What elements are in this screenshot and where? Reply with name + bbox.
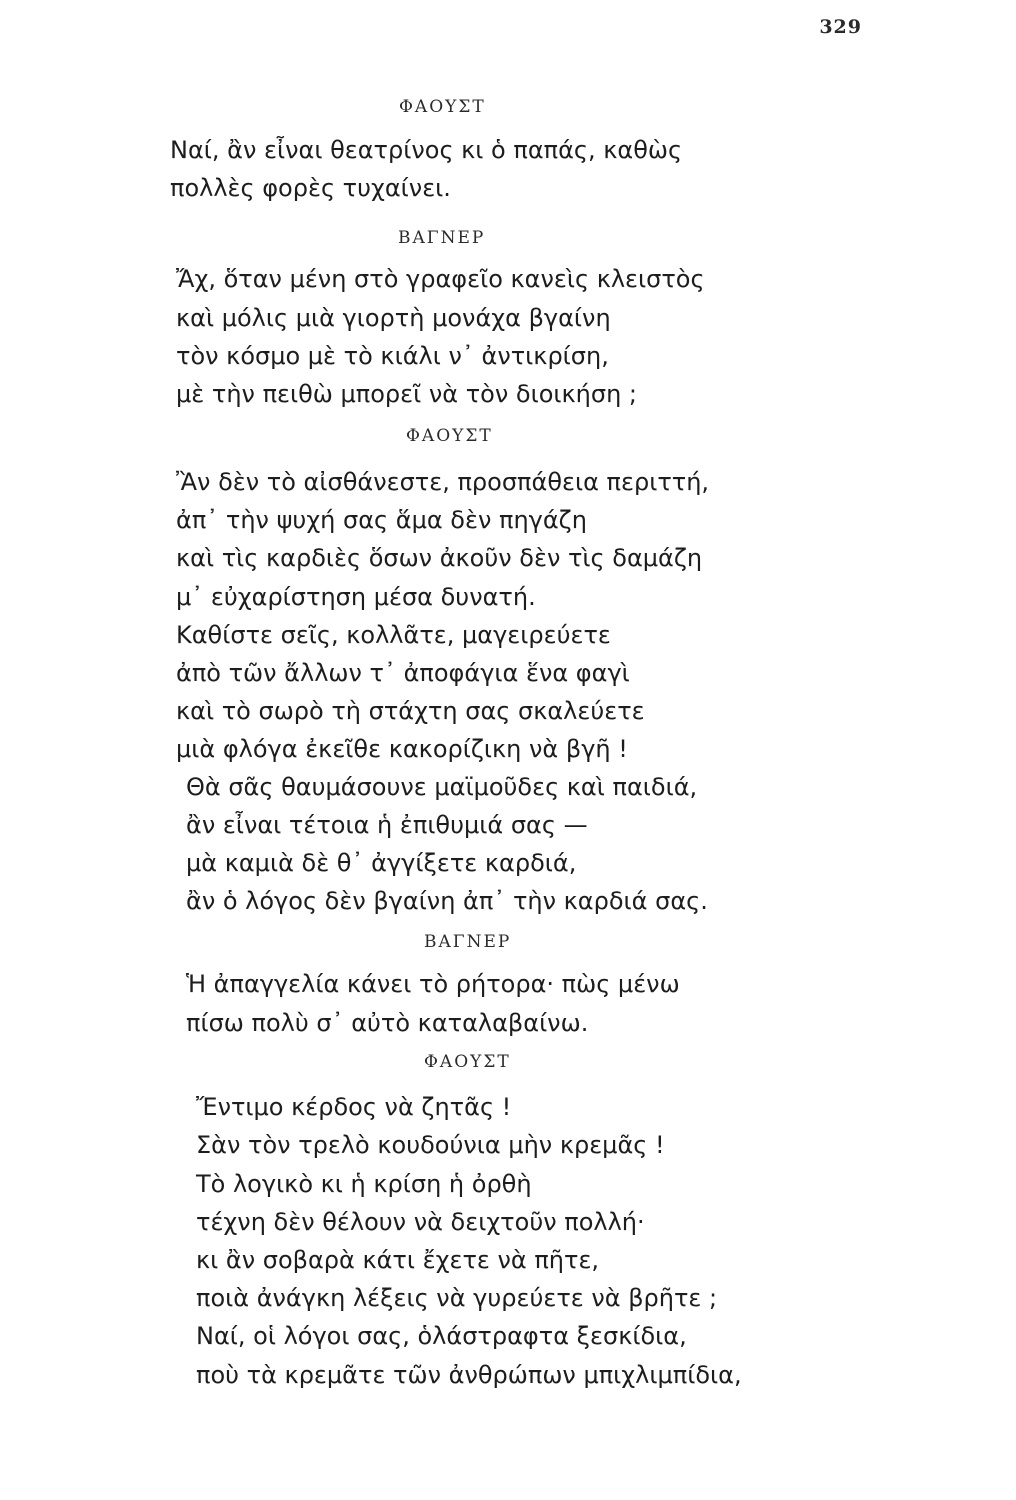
verse-line: Ἂν δὲν τὸ αἰσθάνεστε, προσπάθεια περιττή, [176, 468, 710, 496]
verse-line: Καθίστε σεῖς, κολλᾶτε, μαγειρεύετε [176, 621, 611, 649]
verse-line: καὶ τὶς καρδιὲς ὅσων ἀκοῦν δὲν τὶς δαμάζη [176, 544, 703, 572]
speaker-heading: ΒΑΓΝΕΡ [398, 228, 486, 248]
verse-line: Ναί, οἱ λόγοι σας, ὁλάστραφτα ξεσκίδια, [196, 1322, 687, 1350]
speaker-heading: ΦΑΟΥΣΤ [406, 426, 493, 446]
verse-line: μὲ τὴν πειθὼ μπορεῖ νὰ τὸν διοικήση ; [176, 380, 638, 408]
page-number: 329 [819, 16, 862, 38]
verse-line: Θὰ σᾶς θαυμάσουνε μαϊμοῦδες καὶ παιδιά, [186, 773, 698, 801]
verse-line: ἂν εἶναι τέτοια ἡ ἐπιθυμιά σας — [186, 811, 588, 839]
verse-line: πολλὲς φορὲς τυχαίνει. [170, 174, 451, 202]
verse-line: μ᾿ εὐχαρίστηση μέσα δυνατή. [176, 583, 536, 611]
verse-line: μιὰ φλόγα ἐκεῖθε κακορίζικη νὰ βγῆ ! [176, 735, 628, 763]
verse-line: καὶ τὸ σωρὸ τὴ στάχτη σας σκαλεύετε [176, 697, 645, 725]
verse-line: Ἡ ἀπαγγελία κάνει τὸ ρήτορα· πὼς μένω [186, 970, 680, 998]
verse-line: μὰ καμιὰ δὲ θ᾿ ἀγγίξετε καρδιά, [186, 849, 577, 877]
verse-line: ἂν ὁ λόγος δὲν βγαίνη ἀπ᾿ τὴν καρδιά σας. [186, 887, 708, 915]
verse-line: καὶ μόλις μιὰ γιορτὴ μονάχα βγαίνη [176, 304, 611, 332]
speaker-heading: ΦΑΟΥΣΤ [399, 97, 486, 117]
verse-line: τὸν κόσμο μὲ τὸ κιάλι ν᾿ ἀντικρίση, [176, 342, 609, 370]
verse-line: Ἄχ, ὅταν μένη στὸ γραφεῖο κανεὶς κλειστὸς [176, 265, 705, 293]
verse-line: πίσω πολὺ σ᾿ αὐτὸ καταλαβαίνω. [186, 1009, 589, 1037]
verse-line: Ἔντιμο κέρδος νὰ ζητᾶς ! [196, 1093, 512, 1121]
verse-line: Σὰν τὸν τρελὸ κουδούνια μὴν κρεμᾶς ! [196, 1131, 665, 1159]
verse-line: κι ἂν σοβαρὰ κάτι ἔχετε νὰ πῆτε, [196, 1246, 600, 1274]
speaker-heading: ΒΑΓΝΕΡ [424, 932, 512, 952]
verse-line: τέχνη δὲν θέλουν νὰ δειχτοῦν πολλή· [196, 1208, 645, 1236]
verse-line: ἀπὸ τῶν ἄλλων τ᾿ ἀποφάγια ἕνα φαγὶ [176, 659, 630, 687]
speaker-heading: ΦΑΟΥΣΤ [424, 1052, 511, 1072]
verse-line: Τὸ λογικὸ κι ἡ κρίση ἡ ὀρθὴ [196, 1170, 532, 1198]
verse-line: ἀπ᾿ τὴν ψυχή σας ἅμα δὲν πηγάζη [176, 506, 587, 534]
verse-line: Ναί, ἂν εἶναι θεατρίνος κι ὁ παπάς, καθὼς [170, 136, 683, 164]
verse-line: ποὺ τὰ κρεμᾶτε τῶν ἀνθρώπων μπιχλιμπίδια, [196, 1361, 742, 1389]
verse-line: ποιὰ ἀνάγκη λέξεις νὰ γυρεύετε νὰ βρῆτε ; [196, 1284, 718, 1312]
